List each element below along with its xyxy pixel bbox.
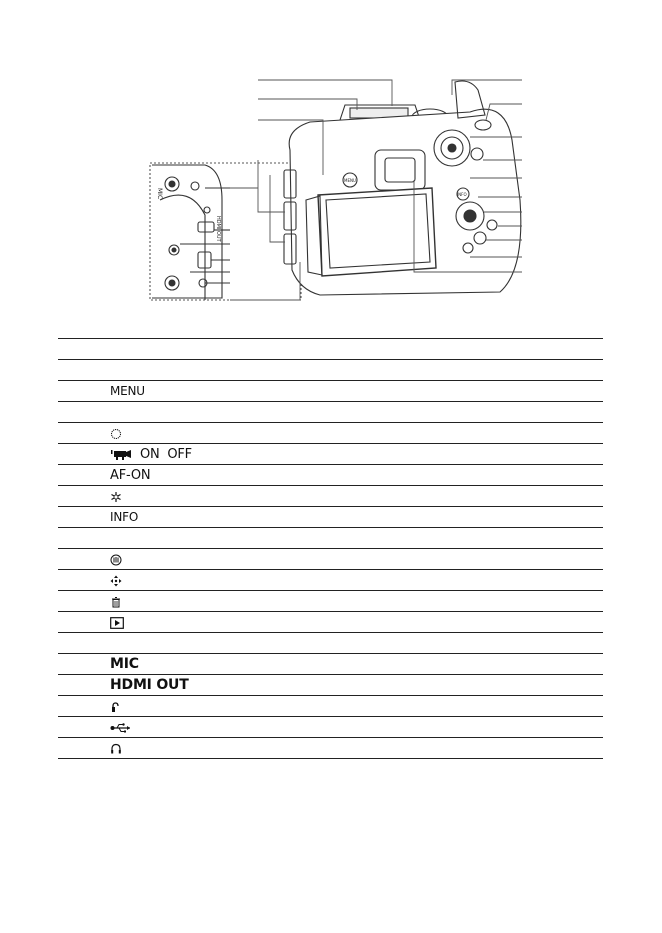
table-row bbox=[58, 675, 603, 696]
table-row bbox=[58, 381, 603, 402]
headphones-icon bbox=[110, 739, 122, 758]
multi-controller-icon bbox=[110, 571, 122, 590]
camera-body bbox=[284, 81, 521, 295]
camera-menu-label: MENU bbox=[344, 178, 356, 183]
playback-icon bbox=[110, 613, 124, 632]
terminal-panel bbox=[150, 163, 301, 300]
usb-icon bbox=[110, 718, 132, 737]
table-row bbox=[58, 570, 603, 591]
table-row bbox=[58, 528, 603, 549]
mic-symbol: MIC bbox=[110, 656, 139, 672]
table-row bbox=[58, 402, 603, 423]
table-row bbox=[58, 654, 603, 675]
table-row bbox=[58, 612, 603, 633]
info-symbol: INFO bbox=[110, 510, 139, 524]
table-row bbox=[58, 486, 603, 507]
hdmi-out-symbol: HDMI OUT bbox=[110, 677, 189, 693]
table-row bbox=[58, 696, 603, 717]
table-row bbox=[58, 549, 603, 570]
table-row bbox=[58, 444, 603, 465]
panel-mic-label: MIC bbox=[156, 188, 163, 200]
camera-back-diagram bbox=[0, 0, 662, 320]
dial-ring-icon bbox=[110, 424, 122, 443]
table-row bbox=[58, 717, 603, 738]
parts-table bbox=[58, 338, 603, 759]
table-row bbox=[58, 465, 603, 486]
menu-symbol: MENU bbox=[110, 384, 145, 398]
remote-terminal-icon bbox=[110, 697, 120, 716]
movie-camera-icon bbox=[110, 449, 132, 461]
panel-hdmi-label: HDMI OUT bbox=[215, 216, 221, 242]
asterisk-icon bbox=[110, 487, 122, 506]
multi-function-icon bbox=[110, 550, 122, 569]
table-row bbox=[58, 423, 603, 444]
af-on-symbol: AF-ON bbox=[110, 468, 151, 483]
camera-info-label: INFO bbox=[457, 192, 467, 197]
table-row bbox=[58, 507, 603, 528]
table-row bbox=[58, 738, 603, 759]
table-row bbox=[58, 633, 603, 654]
table-row bbox=[58, 591, 603, 612]
movie-on-off-label: ON OFF bbox=[139, 447, 192, 462]
table-row bbox=[58, 339, 603, 360]
trash-icon bbox=[110, 592, 122, 611]
table-row bbox=[58, 360, 603, 381]
